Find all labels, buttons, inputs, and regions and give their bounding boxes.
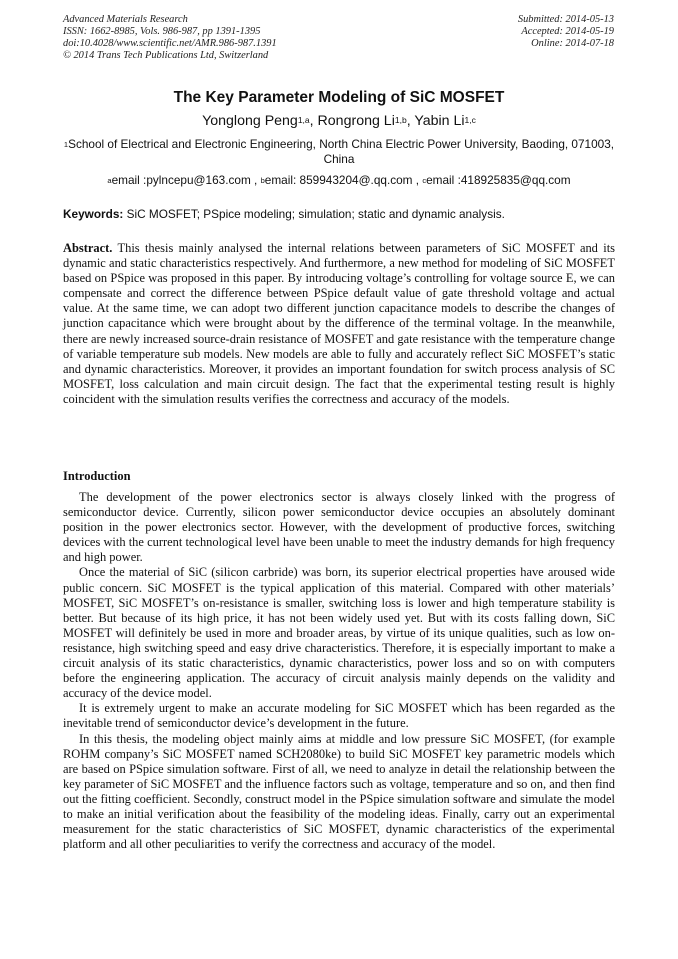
abstract — [63, 241, 615, 407]
email-mark: b — [260, 176, 265, 185]
paragraph: In this thesis, the modeling object mainly aims at middle and low pressure SiC MOSFET, (for example ROHM company’s SiC MOSFET named SCH2080ke) to build SiC MOSFET key parametric models which are based on PSpice simulation software. First of all, we need to analyze in detail the relationship between the key parameter of SiC MOSFET and the influence factors such as voltage, temperature and so on, and then find out the fitting coefficient. Secondly, construct model in the PSpice simulation software and simulate the model to make an initial verification about the feasibility of the modeling ideas. Finally, carry out an experimental measurement for the static characteristics of SiC MOSFET, dynamic characteristics of the experimental platform and all other peculiarities to verify the correctness and accuracy of the model. — [63, 731, 615, 852]
author-separator: , — [406, 113, 415, 129]
doi-line: doi:10.4028/www.scientific.net/AMR.986-987.1391 — [63, 38, 277, 49]
paragraph: Once the material of SiC (silicon carbride) was born, its superior electrical properties have aroused wide public concern. SiC MOSFET is the typical application of this material. Compared with other materials’ MOSFET, SiC MOSFET’s on-resistance is smaller, switching loss is lower and high temperature stability is better. But because of its high price, it has not been widely used yet. But with its costs falling down, SiC MOSFET will definitely be used in more and broader areas, by virtue of its unique qualities, such as low on-resistance, high switching speed and easy drive characteristics. Therefore, it is especially important to make a circuit analysis of its static characteristics, dynamic characteristics, power loss and so on with computers before the engineering application. The accuracy of circuit analysis mainly depends on the validity and accuracy of the device model. — [63, 565, 615, 701]
accepted-date: Accepted: 2014-05-19 — [521, 26, 614, 37]
email-text: email :418925835@qq.com — [426, 173, 571, 187]
author-affiliation-mark: 1,b — [394, 115, 407, 125]
copyright-line: © 2014 Trans Tech Publications Ltd, Switzerland — [63, 50, 269, 61]
email-text: email: 859943204@.qq.com , — [264, 173, 420, 187]
introduction-body — [63, 490, 615, 852]
email-mark: a — [107, 176, 112, 185]
author-affiliation-mark: 1,c — [464, 115, 476, 125]
email-line — [0, 173, 678, 188]
keywords — [63, 207, 615, 222]
keywords-label: Keywords: — [63, 207, 124, 221]
introduction-heading: Introduction — [63, 469, 131, 483]
author-affiliation-mark: 1,a — [297, 115, 310, 125]
author-separator: , — [309, 113, 318, 129]
abstract-label: Abstract. — [63, 241, 113, 255]
keywords-text: SiC MOSFET; PSpice modeling; simulation; static and dynamic analysis. — [123, 207, 505, 221]
author-list — [0, 113, 678, 130]
email-mark: c — [422, 176, 427, 185]
author-name: Rongrong Li — [317, 113, 395, 129]
affiliation-mark: 1 — [63, 140, 69, 149]
paper-title: The Key Parameter Modeling of SiC MOSFET — [173, 89, 505, 106]
author-name: Yonglong Peng — [202, 113, 298, 129]
affiliation — [63, 137, 615, 167]
publication-dates — [518, 14, 614, 50]
journal-name: Advanced Materials Research — [63, 14, 188, 25]
paragraph: It is extremely urgent to make an accurate modeling for SiC MOSFET which has been regarded as the inevitable trend of semiconductor device’s development in the future. — [63, 701, 615, 731]
abstract-text: This thesis mainly analysed the internal relations between parameters of SiC MOSFET and its dynamic and static characteristics respectively. And furthermore, a new method for modeling of SiC MOSFET based on PSpice was proposed in this paper. By introducing voltage’s controlling for voltage source E, we can compensate and correct the difference between PSpice default value of gate threshold voltage and actual value. At the same time, we can adopt two different junction capacitance models to describe the changes of junction capacitance which were brought about by the difference of the terminal voltage. In the meanwhile, there are newly increased source-drain resistance of MOSFET and gate resistance with the temperature change of variable temperature sub models. New models are able to fully and accurately reflect SiC MOSFET’s static and dynamic characteristics. Moreover, it provides an important foundation for switch process analysis of SC MOSFET, loss calculation and main circuit design. The fact that the experimental testing result is highly coincident with the simulation results verifies the correctness and accuracy of the models. — [63, 241, 615, 406]
affiliation-text: School of Electrical and Electronic Engineering, North China Electric Power University, Baoding, 071003, China — [68, 137, 615, 166]
journal-info — [63, 14, 277, 62]
paragraph: The development of the power electronics sector is always closely linked with the progress of semiconductor device. Currently, silicon power semiconductor device occupies an absolutely dominant position in the power electronics sector. However, with the development of productive forces, switching devices with the current technological level have been unable to meet the industry demands for high frequency and high power. — [63, 490, 615, 565]
author-name: Yabin Li — [414, 113, 465, 129]
issn-line: ISSN: 1662-8985, Vols. 986-987, pp 1391-1395 — [63, 26, 261, 37]
online-date: Online: 2014-07-18 — [531, 38, 614, 49]
submitted-date: Submitted: 2014-05-13 — [517, 14, 614, 25]
email-text: email :pylncepu@163.com , — [111, 173, 258, 187]
